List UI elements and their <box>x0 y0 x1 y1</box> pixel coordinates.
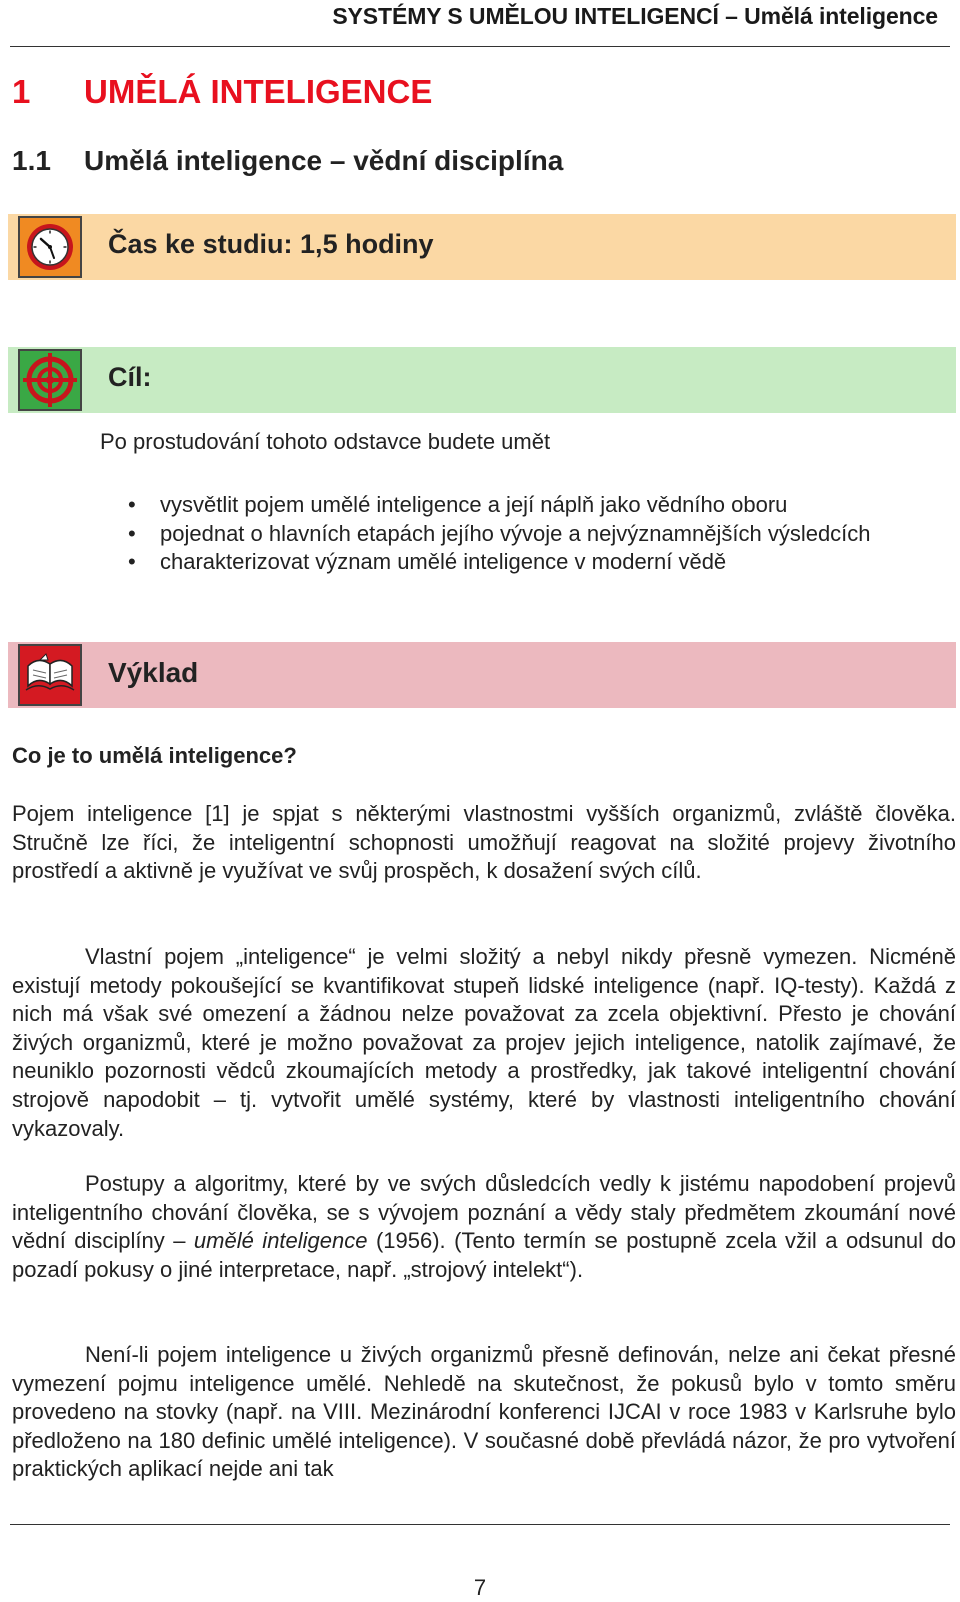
goal-band <box>8 347 956 413</box>
section-heading <box>12 145 563 177</box>
running-header: SYSTÉMY S UMĚLOU INTELIGENCÍ – Umělá inteligence <box>332 3 938 29</box>
paragraph: Pojem inteligence [1] je spjat s některými vlastnostmi vyšších organizmů, zvláště člověka. Stručně lze říci, že inteligentní schopnosti umožňují reagovat na složité projevy životního prostředí a aktivně je využívat ve svůj prospěch, k dosažení svých cílů. <box>12 801 956 884</box>
goal-list <box>128 491 956 577</box>
paragraph: Není-li pojem inteligence u živých organizmů přesně definován, nelze ani čekat přesné vymezení pojmu inteligence umělé. Nehledě na skutečnost, že pokusů bylo v tomto směru provedeno na stovky (např. na VIII. Mezinárodní konferenci IJCAI v roce 1983 v Karlsruhe bylo předloženo na 180 definic umělé inteligence). V současné době převládá názor, že pro vytvoření praktických aplikací nejde ani tak <box>12 1342 956 1482</box>
list-item: • pojednat o hlavních etapách jejího vývoje a nejvýznamnějších výsledcích <box>128 520 956 549</box>
section-title: Umělá inteligence – vědní disciplína <box>84 145 564 176</box>
section-number: 1.1 <box>12 145 51 176</box>
explanation-label: Výklad <box>108 657 199 688</box>
goal-label: Cíl: <box>108 362 152 392</box>
emphasized-term: umělé inteligence <box>193 1228 368 1254</box>
subheading: Co je to umělá inteligence? <box>12 743 297 768</box>
chapter-title: UMĚLÁ INTELIGENCE <box>84 73 433 110</box>
chapter-heading <box>12 73 432 111</box>
page-number: 7 <box>473 1575 487 1600</box>
paragraph-text: (1956). (Tento termín se postupně zcela vžil a odsunul do pozadí pokusy o jiné interpretace, např. „strojový intelekt“). <box>12 1228 956 1282</box>
chapter-number: 1 <box>12 73 31 110</box>
study-time-band <box>8 214 956 280</box>
footer-rule <box>10 1524 950 1525</box>
goal-intro: Po prostudování tohoto odstavce budete umět <box>100 429 551 454</box>
paragraph: Vlastní pojem „inteligence“ je velmi složitý a nebyl nikdy přesně vymezen. Nicméně existují metody pokoušející se kvantifikovat stupeň lidské inteligence (např. IQ-testy). Každá z nich má však své omezení a žádnou nelze považovat za zcela objektivní. Přesto je chování živých organizmů, které je možno považovat za projev jejich inteligence, natolik zajímavé, že neuniklo pozornosti vědců zkoumajících metody a prostředky, jak takové inteligentní chování strojově napodobit – tj. vytvořit umělé systémy, které by vlastnosti inteligentního chování vykazovaly. <box>12 944 956 1141</box>
paragraph <box>12 1170 956 1284</box>
list-item: • charakterizovat význam umělé inteligence v moderní vědě <box>128 548 956 577</box>
paragraph-text: Postupy a algoritmy, které by ve svých důsledcích vedly k jistému napodobení projevů inteligentního chování člověka, se s vývojem poznání a vědy staly předmětem zkoumání nové vědní disciplíny – <box>12 1171 956 1254</box>
open-book-icon <box>18 644 82 706</box>
study-time-label: Čas ke studiu: 1,5 hodiny <box>108 229 434 259</box>
clock-icon <box>18 216 82 278</box>
header-rule <box>10 46 950 47</box>
list-item: • vysvětlit pojem umělé inteligence a její náplň jako vědního oboru <box>128 491 956 520</box>
explanation-band <box>8 642 956 708</box>
target-icon <box>18 349 82 411</box>
